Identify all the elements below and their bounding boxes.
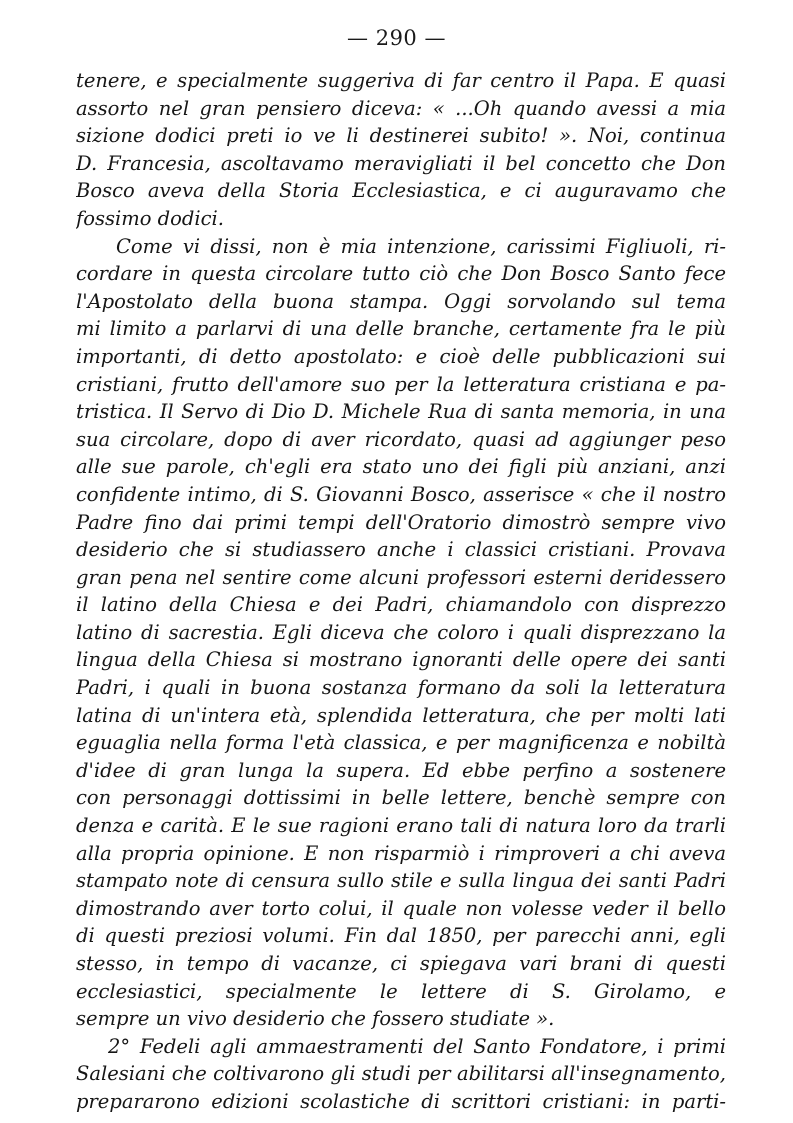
text-line: latino di sacrestia. Egli diceva che coloro i quali disprezzano la — [76, 620, 726, 644]
text-line: fossimo dodici. — [76, 206, 224, 230]
text-line: tenere, e specialmente suggeriva di far centro il Papa. E quasi — [76, 69, 726, 92]
text-line: importanti, di detto apostolato: e cioè delle pubblicazioni sui — [76, 344, 726, 368]
text-line: alla propria opinione. E non risparmiò i rimproveri a chi aveva — [76, 841, 726, 865]
text-line: gran pena nel sentire come alcuni professori esterni deridessero — [76, 565, 726, 589]
text-line: sempre un vivo desiderio che fossero studiate ». — [76, 1007, 555, 1031]
text-line: Bosco aveva della Storia Ecclesiastica, e ci auguravamo che — [76, 179, 726, 203]
text-line: confidente intimo, di S. Giovanni Bosco, asserisce « che il nostro — [76, 482, 726, 506]
text-line: dimostrando aver torto colui, il quale non volesse veder il bello — [76, 896, 726, 920]
text-line: denza e carità. E le sue ragioni erano tali di natura loro da trarli — [76, 814, 726, 838]
text-line: l'Apostolato della buona stampa. Oggi sorvolando sul tema — [76, 289, 726, 313]
text-line: lingua della Chiesa si mostrano ignoranti delle opere dei santi — [76, 648, 726, 672]
page-number: — 290 — — [347, 26, 446, 50]
text-line: desiderio che si studiassero anche i classici cristiani. Provava — [76, 538, 726, 562]
text-line: cordare in questa circolare tutto ciò che Don Bosco Santo fece — [76, 262, 726, 286]
text-line: sua circolare, dopo di aver ricordato, quasi ad aggiunger peso — [76, 427, 726, 451]
text-line: di questi preziosi volumi. Fin dal 1850, per parecchi anni, egli — [76, 924, 726, 948]
body-text — [76, 67, 726, 1116]
text-line: Padre fino dai primi tempi dell'Oratorio dimostrò sempre vivo — [76, 510, 726, 534]
text-line: assorto nel gran pensiero diceva: « ...Oh quando avessi a mia — [76, 96, 726, 120]
text-line: d'idee di gran lunga la supera. Ed ebbe perfino a sostenere — [76, 758, 726, 782]
text-line: Padri, i quali in buona sostanza formano da soli la letteratura — [76, 676, 726, 700]
text-line: stampato note di censura sullo stile e sulla lingua dei santi Padri — [76, 869, 726, 893]
text-line: D. Francesia, ascoltavamo meravigliati il bel concetto che Don — [76, 151, 726, 175]
text-line: il latino della Chiesa e dei Padri, chiamandolo con disprezzo — [76, 593, 726, 617]
text-line: sizione dodici preti io ve li destinerei subito! ». Noi, continua — [76, 124, 726, 148]
text-line: con personaggi dottissimi in belle lettere, benchè sempre con — [76, 786, 726, 810]
text-line: ecclesiastici, specialmente le lettere di S. Girolamo, e — [76, 979, 726, 1003]
text-line: tristica. Il Servo di Dio D. Michele Rua di santa memoria, in una — [76, 400, 726, 424]
text-line: stesso, in tempo di vacanze, ci spiegava vari brani di questi — [76, 952, 726, 975]
paragraph-first-line: Come vi dissi, non è mia intenzione, carissimi Figliuoli, ri- — [116, 234, 726, 258]
text-line: mi limito a parlarvi di una delle branche, certamente fra le più — [76, 317, 726, 341]
paragraph-first-line: 2° Fedeli agli ammaestramenti del Santo Fondatore, i primi — [108, 1034, 726, 1058]
text-line: eguaglia nella forma l'età classica, e per magnificenza e nobiltà — [76, 731, 726, 755]
text-line: prepararono edizioni scolastiche di scrittori cristiani: in parti- — [76, 1089, 726, 1113]
text-line: latina di un'intera età, splendida letteratura, che per molti lati — [76, 703, 726, 727]
text-line: cristiani, frutto dell'amore suo per la letteratura cristiana e pa- — [76, 372, 726, 396]
text-line: alle sue parole, ch'egli era stato uno dei figli più anziani, anzi — [76, 455, 726, 479]
text-line: Salesiani che coltivarono gli studi per abilitarsi all'insegnamento, — [76, 1062, 726, 1086]
